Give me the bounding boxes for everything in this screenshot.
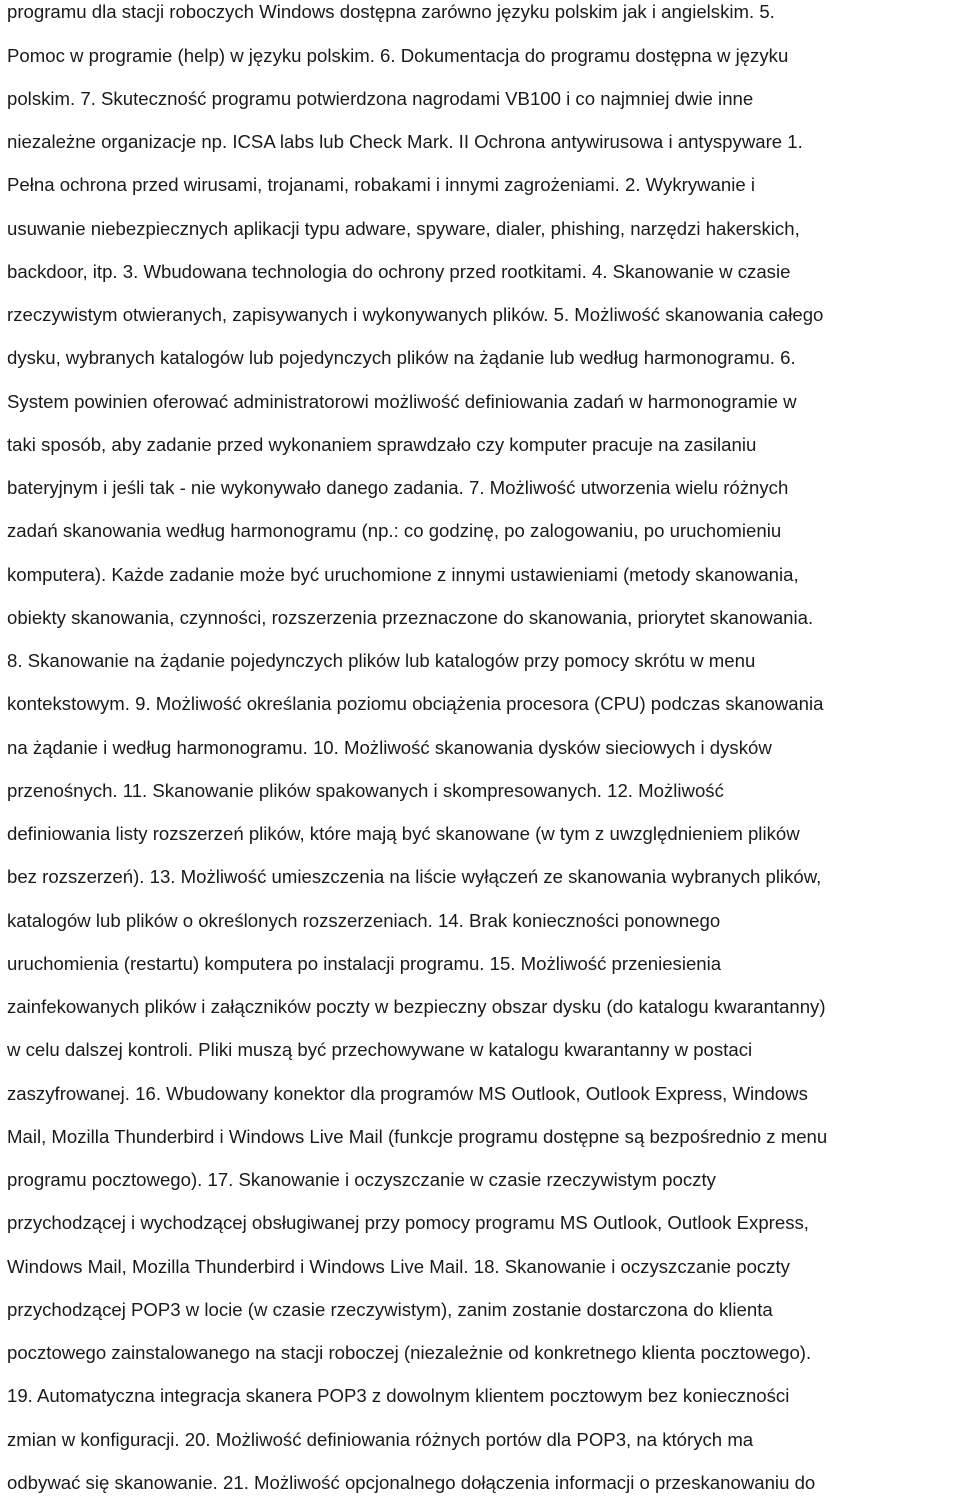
text-line: taki sposób, aby zadanie przed wykonaniem sprawdzało czy komputer pracuje na zasilaniu (7, 434, 757, 455)
text-line: zainfekowanych plików i załączników poczty w bezpieczny obszar dysku (do katalogu kwarantanny) (7, 996, 826, 1017)
text-line: polskim. 7. Skuteczność programu potwierdzona nagrodami VB100 i co najmniej dwie inne (7, 88, 754, 109)
text-line: przychodzącej POP3 w locie (w czasie rzeczywistym), zanim zostanie dostarczona do klienta (7, 1299, 773, 1320)
text-line: usuwanie niebezpiecznych aplikacji typu adware, spyware, dialer, phishing, narzędzi hakerskich, (7, 218, 800, 239)
text-line: obiekty skanowania, czynności, rozszerzenia przeznaczone do skanowania, priorytet skanowania. (7, 607, 814, 628)
text-line: rzeczywistym otwieranych, zapisywanych i wykonywanych plików. 5. Możliwość skanowania całego (7, 304, 824, 325)
text-line: uruchomienia (restartu) komputera po instalacji programu. 15. Możliwość przeniesienia (7, 953, 722, 974)
text-line: Mail, Mozilla Thunderbird i Windows Live Mail (funkcje programu dostępne są bezpośrednio z menu (7, 1126, 828, 1147)
text-line: 8. Skanowanie na żądanie pojedynczych plików lub katalogów przy pomocy skrótu w menu (7, 650, 756, 671)
text-line: System powinien oferować administratorowi możliwość definiowania zadań w harmonogramie w (7, 391, 797, 412)
text-line: 19. Automatyczna integracja skanera POP3 z dowolnym klientem pocztowym bez konieczności (7, 1385, 790, 1406)
text-line: odbywać się skanowanie. 21. Możliwość opcjonalnego dołączenia informacji o przeskanowaniu do (7, 1472, 816, 1493)
text-line: programu pocztowego). 17. Skanowanie i oczyszczanie w czasie rzeczywistym poczty (7, 1169, 716, 1190)
text-line: przychodzącej i wychodzącej obsługiwanej przy pomocy programu MS Outlook, Outlook Express, (7, 1212, 809, 1233)
text-line: przenośnych. 11. Skanowanie plików spakowanych i skompresowanych. 12. Możliwość (7, 780, 724, 801)
text-line: zmian w konfiguracji. 20. Możliwość definiowania różnych portów dla POP3, na których ma (7, 1429, 754, 1450)
text-line: katalogów lub plików o określonych rozszerzeniach. 14. Brak konieczności ponownego (7, 910, 721, 931)
text-line: Pomoc w programie (help) w języku polskim. 6. Dokumentacja do programu dostępna w języku (7, 45, 789, 66)
text-line: definiowania listy rozszerzeń plików, które mają być skanowane (w tym z uwzględnieniem plików (7, 823, 800, 844)
text-line: w celu dalszej kontroli. Pliki muszą być przechowywane w katalogu kwarantanny w postaci (7, 1039, 753, 1060)
text-line: dysku, wybranych katalogów lub pojedynczych plików na żądanie lub według harmonogramu. 6. (7, 347, 796, 368)
text-line: zadań skanowania według harmonogramu (np.: co godzinę, po zalogowaniu, po uruchomieniu (7, 520, 782, 541)
text-line: backdoor, itp. 3. Wbudowana technologia do ochrony przed rootkitami. 4. Skanowanie w czasie (7, 261, 791, 282)
text-line: komputera). Każde zadanie może być uruchomione z innymi ustawieniami (metody skanowania, (7, 564, 799, 585)
text-line: zaszyfrowanej. 16. Wbudowany konektor dla programów MS Outlook, Outlook Express, Windows (7, 1083, 808, 1104)
text-line: Windows Mail, Mozilla Thunderbird i Windows Live Mail. 18. Skanowanie i oczyszczanie poczty (7, 1256, 790, 1277)
text-line: pocztowego zainstalowanego na stacji roboczej (niezależnie od konkretnego klienta pocztowego). (7, 1342, 812, 1363)
text-line: programu dla stacji roboczych Windows dostępna zarówno języku polskim jak i angielskim. 5. (7, 1, 775, 22)
text-line: Pełna ochrona przed wirusami, trojanami, robakami i innymi zagrożeniami. 2. Wykrywanie i (7, 174, 756, 195)
text-line: bez rozszerzeń). 13. Możliwość umieszczenia na liście wyłączeń ze skanowania wybranych plików, (7, 866, 822, 887)
text-line: kontekstowym. 9. Możliwość określania poziomu obciążenia procesora (CPU) podczas skanowania (7, 693, 824, 714)
text-line: niezależne organizacje np. ICSA labs lub Check Mark. II Ochrona antywirusowa i antyspyware 1. (7, 131, 803, 152)
text-line: bateryjnym i jeśli tak - nie wykonywało danego zadania. 7. Możliwość utworzenia wielu różnych (7, 477, 789, 498)
text-line: na żądanie i według harmonogramu. 10. Możliwość skanowania dysków sieciowych i dysków (7, 737, 772, 758)
